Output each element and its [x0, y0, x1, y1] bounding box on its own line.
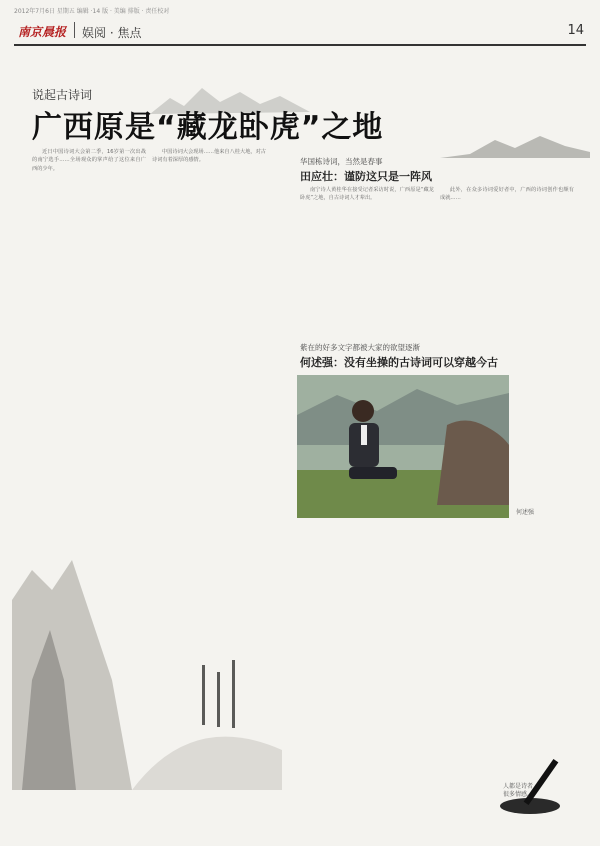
- photo-caption: 何述强: [516, 509, 535, 516]
- body-column-3: [272, 148, 292, 548]
- article-kicker: 说起古诗词: [32, 88, 93, 102]
- section1-column-1: [300, 186, 434, 336]
- page-header: [14, 18, 586, 46]
- header-divider: [74, 22, 75, 38]
- section-title: 娱阅 · 焦点: [82, 26, 142, 40]
- section1-kicker: 华国栋诗词，当然是春事: [300, 157, 383, 166]
- section2-kicker: 紫在的好多文字都被大家的欲望逐渐: [300, 343, 420, 352]
- body-paragraph: 此外，在众多诗词爱好者中，广西的诗词创作也颇有成就……: [440, 187, 574, 202]
- body-paragraph: 近日中国诗词大会第二季，16岁第一次出战的南宁选手……全场观众的掌声给了这位来自广西的少年。: [32, 149, 146, 172]
- article-headline: 广西原是“藏龙卧虎”之地: [32, 110, 384, 145]
- section2-title: 何述强：没有坐操的古诗词可以穿越今古: [300, 356, 498, 369]
- newspaper-logo: 南京晨报: [18, 25, 67, 39]
- body-paragraph: 南宁诗人黄桂华在接受记者采访时说，广西原是“藏龙卧虎”之地，自古诗词人才辈出。: [300, 187, 434, 202]
- section1-column-2: [440, 186, 574, 336]
- page-number: 14: [567, 23, 584, 38]
- section2-column-1: [300, 522, 434, 822]
- portrait-photo-illustration: [297, 375, 509, 518]
- ink-landscape-decoration: [12, 560, 282, 790]
- top-meta-line: 2012年7月6日 星期五 编辑 ·14 版 · 美编 排版 · 责任校对: [14, 8, 170, 14]
- ink-mountain-decoration-right: [440, 128, 590, 168]
- body-column-1: [32, 148, 146, 568]
- portrait-photo: [297, 375, 509, 518]
- section2-column-2: [440, 522, 574, 772]
- section1-title: 田应壮：谨防这只是一阵风: [300, 170, 432, 183]
- body-paragraph: 中国诗词大会现场……他来自八桂大地，对古诗词有着深厚的感情。: [152, 149, 266, 164]
- body-column-2: [152, 148, 266, 568]
- editor-note: 人都是诗者 很多情感。: [503, 783, 534, 798]
